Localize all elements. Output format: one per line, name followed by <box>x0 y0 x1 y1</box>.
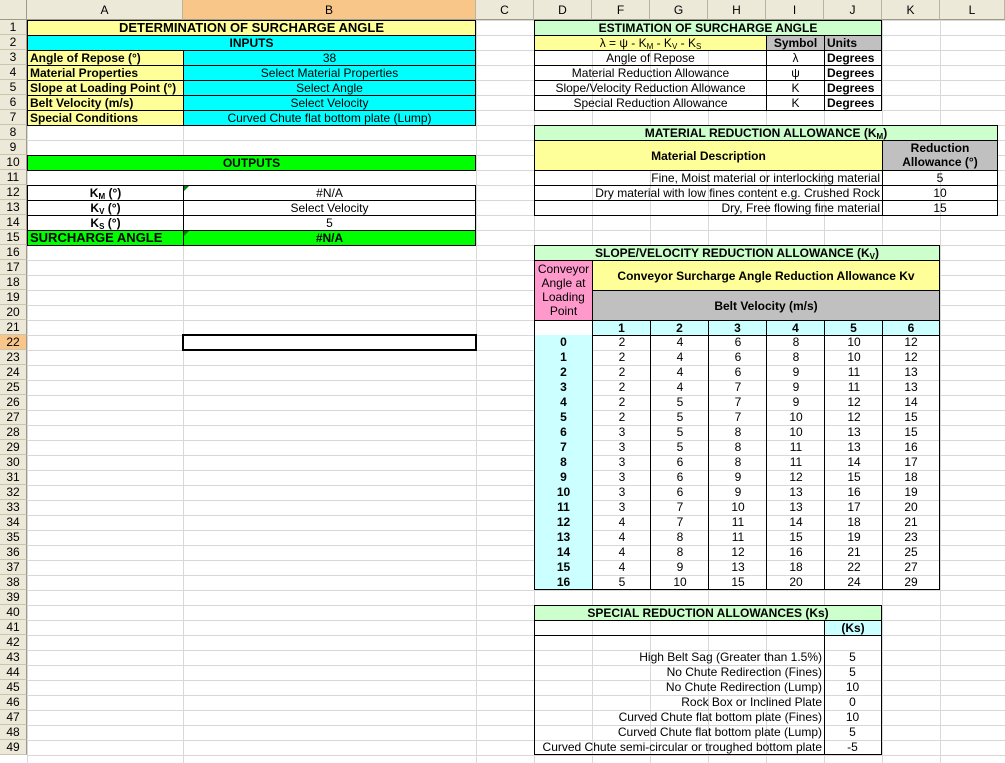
input-value-cell[interactable]: Select Velocity <box>183 95 476 111</box>
input-value-cell[interactable]: Select Material Properties <box>183 65 476 81</box>
row-header-45[interactable]: 45 <box>0 680 27 695</box>
row-header-1[interactable]: 1 <box>0 20 27 35</box>
kv-value-cell[interactable]: 7 <box>650 500 709 515</box>
column-header-j[interactable]: J <box>824 0 882 20</box>
column-header-i[interactable]: I <box>766 0 824 20</box>
kv-value-cell[interactable]: 18 <box>824 515 883 530</box>
row-header-20[interactable]: 20 <box>0 305 27 320</box>
special-value[interactable]: 0 <box>824 695 882 710</box>
kv-value-cell[interactable]: 7 <box>650 515 709 530</box>
kv-value-cell[interactable]: 29 <box>882 575 940 590</box>
row-header-25[interactable]: 25 <box>0 380 27 395</box>
input-label[interactable]: Special Conditions <box>27 110 184 126</box>
kv-value-cell[interactable]: 2 <box>592 380 651 395</box>
slope-angle-cell[interactable]: 9 <box>534 470 593 485</box>
column-header-c[interactable]: C <box>476 0 534 20</box>
kv-value-cell[interactable]: 10 <box>708 500 767 515</box>
material-title-end: ) <box>883 126 888 140</box>
estimation-title[interactable]: ESTIMATION OF SURCHARGE ANGLE <box>534 20 882 36</box>
kv-value-cell[interactable]: 13 <box>708 560 767 575</box>
material-description[interactable]: Fine, Moist material or interlocking material <box>534 170 883 186</box>
formula-subscript: M <box>646 42 654 51</box>
kv-value-cell[interactable]: 17 <box>882 455 940 470</box>
kv-value-cell[interactable]: 7 <box>708 395 767 410</box>
kv-value-cell[interactable]: 3 <box>592 470 651 485</box>
formula-subscript: S <box>695 42 702 51</box>
kv-value-cell[interactable]: 12 <box>882 350 940 365</box>
kv-value-cell[interactable]: 2 <box>592 335 651 350</box>
input-label[interactable]: Slope at Loading Point (°) <box>27 80 184 96</box>
material-description[interactable]: Dry, Free flowing fine material <box>534 200 883 216</box>
kv-value-cell[interactable]: 11 <box>708 530 767 545</box>
output-label-subscript: V <box>99 207 105 216</box>
row-header-46[interactable]: 46 <box>0 695 27 710</box>
row-header-48[interactable]: 48 <box>0 725 27 740</box>
kv-value-cell[interactable]: 16 <box>882 440 940 455</box>
surcharge-angle-value[interactable]: #N/A <box>183 230 476 246</box>
column-header-g[interactable]: G <box>650 0 708 20</box>
slope-angle-cell[interactable]: 5 <box>534 410 593 425</box>
kv-value-cell[interactable]: 5 <box>650 425 709 440</box>
estimation-row-symbol[interactable]: λ <box>766 50 825 66</box>
special-description[interactable]: Rock Box or Inclined Plate <box>534 695 825 710</box>
estimation-row-units[interactable]: Degrees <box>824 95 882 111</box>
kv-value-cell[interactable]: 4 <box>592 530 651 545</box>
slope-angle-cell[interactable]: 1 <box>534 350 593 365</box>
kv-value-cell[interactable]: 4 <box>592 515 651 530</box>
kv-value-cell[interactable]: 8 <box>650 545 709 560</box>
slope-title-end: ) <box>875 246 880 260</box>
kv-value-cell[interactable]: 24 <box>824 575 883 590</box>
slope-title-subscript: V <box>869 252 876 261</box>
kv-value-cell[interactable]: 16 <box>766 545 825 560</box>
row-header-32[interactable]: 32 <box>0 485 27 500</box>
kv-value-cell[interactable]: 8 <box>766 350 825 365</box>
row-header-23[interactable]: 23 <box>0 350 27 365</box>
kv-value-cell[interactable]: 11 <box>824 380 883 395</box>
gridline-col <box>476 20 477 763</box>
kv-value-cell[interactable]: 12 <box>882 335 940 350</box>
belt-velocity-header[interactable]: Belt Velocity (m/s) <box>592 290 940 321</box>
row-header-47[interactable]: 47 <box>0 710 27 725</box>
row-header-18[interactable]: 18 <box>0 275 27 290</box>
formula-text: - K <box>677 36 696 50</box>
angle-header-line: Angle at <box>541 276 586 290</box>
material-allowance[interactable]: 5 <box>882 170 998 186</box>
input-label[interactable]: Belt Velocity (m/s) <box>27 95 184 111</box>
kv-value-cell[interactable]: 13 <box>766 500 825 515</box>
kv-value-cell[interactable]: 9 <box>766 395 825 410</box>
kv-value-cell[interactable]: 2 <box>592 365 651 380</box>
row-header-16[interactable]: 16 <box>0 245 27 260</box>
slope-angle-cell[interactable]: 0 <box>534 335 593 350</box>
row-header-17[interactable]: 17 <box>0 260 27 275</box>
kv-value-cell[interactable]: 14 <box>824 455 883 470</box>
kv-value-cell[interactable]: 6 <box>650 455 709 470</box>
estimation-row-name[interactable]: Slope/Velocity Reduction Allowance <box>534 80 767 96</box>
kv-value-cell[interactable]: 16 <box>824 485 883 500</box>
velocity-column-header[interactable]: 4 <box>766 320 825 336</box>
estimation-row-units[interactable]: Degrees <box>824 65 882 81</box>
output-label[interactable] <box>27 185 184 201</box>
kv-value-cell[interactable]: 15 <box>882 425 940 440</box>
kv-value-cell[interactable]: 9 <box>766 380 825 395</box>
angle-header-line: Loading <box>542 290 585 304</box>
kv-value-cell[interactable]: 11 <box>766 440 825 455</box>
slope-angle-cell[interactable]: 7 <box>534 440 593 455</box>
kv-value-cell[interactable]: 25 <box>882 545 940 560</box>
kv-value-cell[interactable]: 5 <box>650 410 709 425</box>
row-header-43[interactable]: 43 <box>0 650 27 665</box>
row-header-3[interactable]: 3 <box>0 50 27 65</box>
kv-value-cell[interactable]: 11 <box>766 455 825 470</box>
velocity-column-header[interactable]: 6 <box>882 320 940 336</box>
kv-value-cell[interactable]: 13 <box>882 365 940 380</box>
kv-value-cell[interactable]: 3 <box>592 440 651 455</box>
kv-value-cell[interactable]: 10 <box>766 425 825 440</box>
ks-header[interactable]: (Ks) <box>824 620 882 636</box>
input-value-cell[interactable]: 38 <box>183 50 476 66</box>
special-value[interactable]: 10 <box>824 710 882 725</box>
kv-value-cell[interactable]: 14 <box>766 515 825 530</box>
output-value-cell[interactable]: #N/A <box>183 185 476 201</box>
row-header-40[interactable]: 40 <box>0 605 27 620</box>
kv-value-cell[interactable]: 13 <box>824 425 883 440</box>
reduction-header-line1: Reduction <box>910 141 970 155</box>
gridline-row <box>27 755 1005 756</box>
material-title-text: MATERIAL REDUCTION ALLOWANCE (K <box>644 126 877 140</box>
row-header-9[interactable]: 9 <box>0 140 27 155</box>
kv-value-cell[interactable]: 15 <box>766 530 825 545</box>
special-value[interactable]: 10 <box>824 680 882 695</box>
angle-header-line: Conveyor <box>537 262 590 276</box>
velocity-column-header[interactable]: 1 <box>592 320 651 336</box>
output-label-unit: (°) <box>105 186 122 200</box>
kv-value-cell[interactable]: 18 <box>882 470 940 485</box>
kv-value-cell[interactable]: 19 <box>824 530 883 545</box>
kv-value-cell[interactable]: 9 <box>650 560 709 575</box>
kv-value-cell[interactable]: 4 <box>650 350 709 365</box>
formula-subscript: V <box>671 42 678 51</box>
kv-value-cell[interactable]: 14 <box>882 395 940 410</box>
kv-value-cell[interactable]: 13 <box>824 440 883 455</box>
sheet-title[interactable]: DETERMINATION OF SURCHARGE ANGLE <box>27 20 476 36</box>
estimation-row-units[interactable]: Degrees <box>824 50 882 66</box>
output-label-symbol: K <box>89 186 99 200</box>
output-label[interactable] <box>27 215 184 231</box>
kv-value-cell[interactable]: 8 <box>708 455 767 470</box>
error-indicator-icon <box>184 186 189 191</box>
output-label-unit: (°) <box>104 201 121 215</box>
kv-value-cell[interactable]: 6 <box>708 335 767 350</box>
slope-angle-cell[interactable]: 14 <box>534 545 593 560</box>
row-header-33[interactable]: 33 <box>0 500 27 515</box>
material-allowance[interactable]: 15 <box>882 200 998 216</box>
row-header-39[interactable]: 39 <box>0 590 27 605</box>
kv-value-cell[interactable]: 10 <box>650 575 709 590</box>
row-header-31[interactable]: 31 <box>0 470 27 485</box>
kv-value-cell[interactable]: 2 <box>592 350 651 365</box>
row-header-35[interactable]: 35 <box>0 530 27 545</box>
row-header-28[interactable]: 28 <box>0 425 27 440</box>
estimation-row-units[interactable]: Degrees <box>824 80 882 96</box>
kv-value-cell[interactable]: 4 <box>650 380 709 395</box>
row-header-49[interactable]: 49 <box>0 740 27 755</box>
kv-value-cell[interactable]: 2 <box>592 410 651 425</box>
row-header-15[interactable]: 15 <box>0 230 27 245</box>
row-header-11[interactable]: 11 <box>0 170 27 185</box>
kv-value-cell[interactable]: 9 <box>708 485 767 500</box>
row-header-24[interactable]: 24 <box>0 365 27 380</box>
kv-value-cell[interactable]: 13 <box>766 485 825 500</box>
conveyor-angle-header[interactable] <box>534 260 593 321</box>
kv-value-cell[interactable]: 7 <box>708 410 767 425</box>
kv-value-cell[interactable]: 5 <box>650 395 709 410</box>
slope-angle-cell[interactable]: 11 <box>534 500 593 515</box>
kv-value-cell[interactable]: 8 <box>766 335 825 350</box>
formula-text: λ = ψ - K <box>599 36 647 50</box>
row-header-44[interactable]: 44 <box>0 665 27 680</box>
estimation-row-symbol[interactable]: ψ <box>766 65 825 81</box>
kv-value-cell[interactable]: 9 <box>766 365 825 380</box>
slope-angle-cell[interactable]: 6 <box>534 425 593 440</box>
velocity-column-header[interactable]: 3 <box>708 320 767 336</box>
formula-text: - K <box>653 36 672 50</box>
special-description[interactable]: No Chute Redirection (Lump) <box>534 680 825 695</box>
gridline-col <box>183 20 184 763</box>
kv-value-cell[interactable]: 4 <box>650 335 709 350</box>
kv-value-cell[interactable]: 3 <box>592 425 651 440</box>
kv-value-cell[interactable]: 6 <box>708 365 767 380</box>
row-header-26[interactable]: 26 <box>0 395 27 410</box>
kv-value-cell[interactable]: 18 <box>766 560 825 575</box>
kv-value-cell[interactable]: 12 <box>708 545 767 560</box>
slope-angle-cell[interactable]: 13 <box>534 530 593 545</box>
kv-value-cell[interactable]: 8 <box>708 425 767 440</box>
slope-angle-cell[interactable]: 8 <box>534 455 593 470</box>
column-header-a[interactable]: A <box>27 0 183 20</box>
angle-velocity-corner[interactable] <box>534 320 593 336</box>
column-header-d[interactable]: D <box>534 0 592 20</box>
active-cell-b22[interactable] <box>182 334 477 351</box>
special-description[interactable]: Curved Chute flat bottom plate (Lump) <box>534 725 825 740</box>
special-value[interactable]: 5 <box>824 665 882 680</box>
special-description[interactable]: No Chute Redirection (Fines) <box>534 665 825 680</box>
material-description-header[interactable]: Material Description <box>534 140 883 171</box>
estimation-row-name[interactable]: Special Reduction Allowance <box>534 95 767 111</box>
kv-value-cell[interactable]: 19 <box>882 485 940 500</box>
slope-angle-cell[interactable]: 16 <box>534 575 593 590</box>
slope-angle-cell[interactable]: 10 <box>534 485 593 500</box>
material-allowance[interactable]: 10 <box>882 185 998 201</box>
outputs-header[interactable]: OUTPUTS <box>27 155 476 171</box>
kv-value-cell[interactable]: 7 <box>708 380 767 395</box>
estimation-row-symbol[interactable]: K <box>766 80 825 96</box>
output-label-symbol: K <box>90 216 100 230</box>
row-header-27[interactable]: 27 <box>0 410 27 425</box>
input-label[interactable]: Material Properties <box>27 65 184 81</box>
velocity-column-header[interactable]: 5 <box>824 320 883 336</box>
row-header-38[interactable]: 38 <box>0 575 27 590</box>
input-label[interactable]: Angle of Repose (°) <box>27 50 184 66</box>
row-header-12[interactable]: 12 <box>0 185 27 200</box>
kv-value-cell[interactable]: 23 <box>882 530 940 545</box>
row-header-5[interactable]: 5 <box>0 80 27 95</box>
row-header-42[interactable]: 42 <box>0 635 27 650</box>
inputs-header[interactable]: INPUTS <box>27 35 476 51</box>
kv-value-cell[interactable]: 3 <box>592 500 651 515</box>
output-label[interactable] <box>27 200 184 216</box>
row-header-7[interactable]: 7 <box>0 110 27 125</box>
select-all-corner[interactable] <box>0 0 27 20</box>
surcharge-angle-label[interactable]: SURCHARGE ANGLE <box>27 230 184 246</box>
kv-value-cell[interactable]: 3 <box>592 485 651 500</box>
kv-value-cell[interactable]: 20 <box>882 500 940 515</box>
special-description[interactable]: Curved Chute semi-circular or troughed bottom plate <box>534 740 825 755</box>
kv-table-header[interactable]: Conveyor Surcharge Angle Reduction Allowance Kv <box>592 260 940 291</box>
kv-value-cell[interactable]: 10 <box>766 410 825 425</box>
reduction-header-line2: Allowance (°) <box>902 155 978 169</box>
output-label-subscript: M <box>98 192 106 201</box>
units-header[interactable]: Units <box>824 35 882 51</box>
gridline-row <box>27 590 1005 591</box>
slope-angle-cell[interactable]: 2 <box>534 365 593 380</box>
special-description[interactable]: High Belt Sag (Greater than 1.5%) <box>534 650 825 665</box>
kv-value-cell[interactable]: 6 <box>650 470 709 485</box>
estimation-row-name[interactable]: Material Reduction Allowance <box>534 65 767 81</box>
output-label-subscript: S <box>99 222 105 231</box>
kv-value-cell[interactable]: 11 <box>824 365 883 380</box>
kv-value-cell[interactable]: 5 <box>592 575 651 590</box>
row-header-6[interactable]: 6 <box>0 95 27 110</box>
kv-value-cell[interactable]: 21 <box>824 545 883 560</box>
row-header-22[interactable]: 22 <box>0 335 27 350</box>
kv-value-cell[interactable]: 4 <box>592 560 651 575</box>
column-header-b[interactable]: B <box>183 0 476 20</box>
formula-cell[interactable] <box>534 35 767 51</box>
velocity-column-header[interactable]: 2 <box>650 320 709 336</box>
row-header-36[interactable]: 36 <box>0 545 27 560</box>
row-header-29[interactable]: 29 <box>0 440 27 455</box>
kv-value-cell[interactable]: 6 <box>650 485 709 500</box>
column-header-l[interactable]: L <box>940 0 1005 20</box>
slope-velocity-title[interactable] <box>534 245 940 261</box>
special-description[interactable]: Curved Chute flat bottom plate (Fines) <box>534 710 825 725</box>
kv-value-cell[interactable]: 12 <box>766 470 825 485</box>
slope-angle-cell[interactable]: 12 <box>534 515 593 530</box>
row-header-19[interactable]: 19 <box>0 290 27 305</box>
special-value[interactable]: 5 <box>824 725 882 740</box>
row-header-41[interactable]: 41 <box>0 620 27 635</box>
slope-angle-cell[interactable]: 3 <box>534 380 593 395</box>
row-header-10[interactable]: 10 <box>0 155 27 170</box>
row-header-30[interactable]: 30 <box>0 455 27 470</box>
estimation-row-symbol[interactable]: K <box>766 95 825 111</box>
angle-header-line: Point <box>549 304 578 318</box>
row-header-14[interactable]: 14 <box>0 215 27 230</box>
column-header-f[interactable]: F <box>592 0 650 20</box>
gridline-col <box>27 20 28 763</box>
kv-value-cell[interactable]: 10 <box>824 350 883 365</box>
slope-angle-cell[interactable]: 15 <box>534 560 593 575</box>
row-header-37[interactable]: 37 <box>0 560 27 575</box>
row-header-2[interactable]: 2 <box>0 35 27 50</box>
special-value[interactable]: -5 <box>824 740 882 755</box>
material-title-subscript: M <box>876 132 884 141</box>
estimation-row-name[interactable]: Angle of Repose <box>534 50 767 66</box>
input-value-cell[interactable]: Select Angle <box>183 80 476 96</box>
row-header-13[interactable]: 13 <box>0 200 27 215</box>
reduction-allowance-header[interactable] <box>882 140 998 171</box>
kv-value-cell[interactable]: 2 <box>592 395 651 410</box>
kv-value-cell[interactable]: 12 <box>824 410 883 425</box>
slope-title-text: SLOPE/VELOCITY REDUCTION ALLOWANCE (K <box>594 246 870 260</box>
output-value-cell[interactable]: 5 <box>183 215 476 231</box>
special-spacer[interactable] <box>534 635 825 650</box>
special-value[interactable]: 5 <box>824 650 882 665</box>
row-header-8[interactable]: 8 <box>0 125 27 140</box>
symbol-header[interactable]: Symbol <box>766 35 825 51</box>
output-value-cell[interactable]: Select Velocity <box>183 200 476 216</box>
special-spacer-value[interactable] <box>824 635 882 650</box>
row-header-4[interactable]: 4 <box>0 65 27 80</box>
error-indicator-icon <box>184 231 189 236</box>
kv-value-cell[interactable]: 11 <box>708 515 767 530</box>
kv-value-cell[interactable]: 15 <box>824 470 883 485</box>
kv-value-cell[interactable]: 4 <box>650 365 709 380</box>
kv-value-cell[interactable]: 13 <box>882 380 940 395</box>
kv-value-cell[interactable]: 15 <box>882 410 940 425</box>
column-header-k[interactable]: K <box>882 0 940 20</box>
special-title[interactable]: SPECIAL REDUCTION ALLOWANCES (Ks) <box>534 605 882 621</box>
kv-value-cell[interactable]: 8 <box>650 530 709 545</box>
kv-value-cell[interactable]: 17 <box>824 500 883 515</box>
column-header-h[interactable]: H <box>708 0 766 20</box>
output-label-unit: (°) <box>104 216 121 230</box>
material-description[interactable]: Dry material with low fines content e.g. Crushed Rock <box>534 185 883 201</box>
kv-value-cell[interactable]: 6 <box>708 350 767 365</box>
output-label-symbol: K <box>90 201 100 215</box>
kv-value-cell[interactable]: 4 <box>592 545 651 560</box>
kv-value-cell[interactable]: 12 <box>824 395 883 410</box>
kv-value-cell[interactable]: 15 <box>708 575 767 590</box>
kv-value-cell[interactable]: 27 <box>882 560 940 575</box>
kv-value-cell[interactable]: 10 <box>824 335 883 350</box>
kv-value-cell[interactable]: 22 <box>824 560 883 575</box>
row-header-21[interactable]: 21 <box>0 320 27 335</box>
kv-value-cell[interactable]: 20 <box>766 575 825 590</box>
input-value-cell[interactable]: Curved Chute flat bottom plate (Lump) <box>183 110 476 126</box>
special-blank-header[interactable] <box>534 620 825 636</box>
kv-value-cell[interactable]: 5 <box>650 440 709 455</box>
row-header-34[interactable]: 34 <box>0 515 27 530</box>
kv-value-cell[interactable]: 9 <box>708 470 767 485</box>
material-title[interactable] <box>534 125 998 141</box>
slope-angle-cell[interactable]: 4 <box>534 395 593 410</box>
kv-value-cell[interactable]: 3 <box>592 455 651 470</box>
kv-value-cell[interactable]: 8 <box>708 440 767 455</box>
kv-value-cell[interactable]: 21 <box>882 515 940 530</box>
